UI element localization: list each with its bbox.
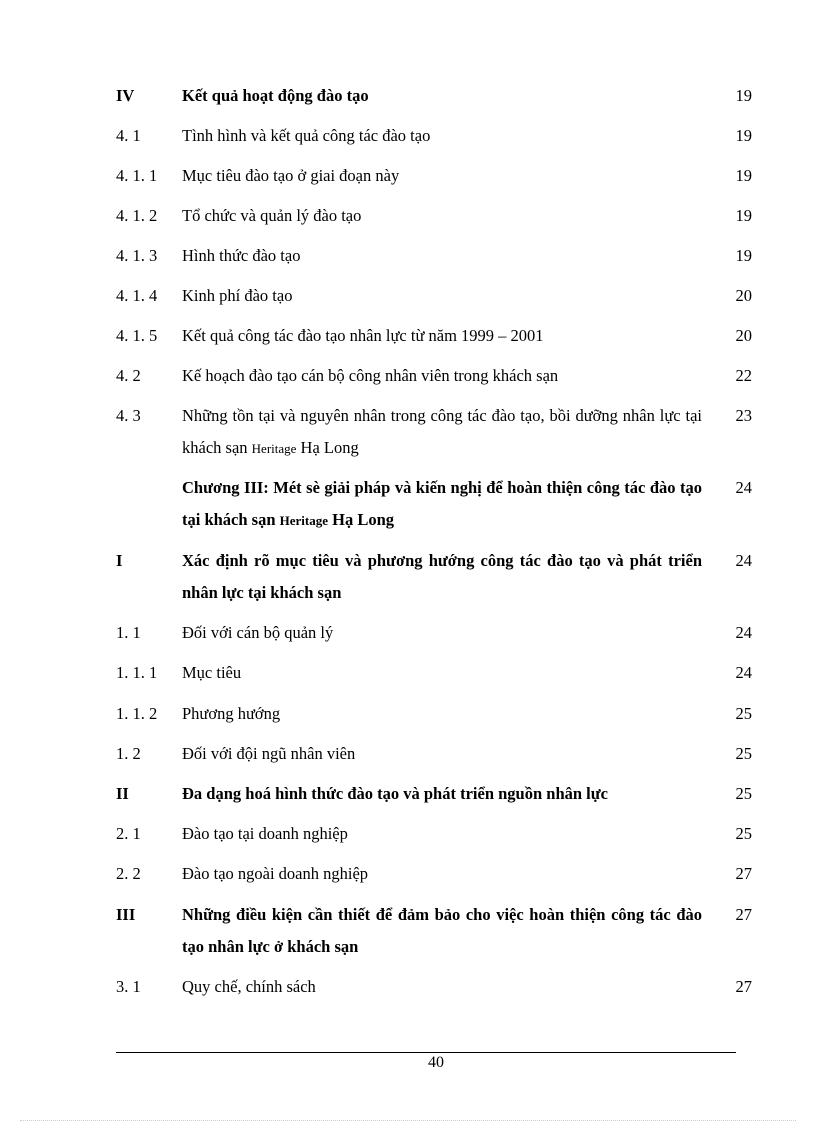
toc-entry-title: Đối với cán bộ quản lý xyxy=(182,623,334,642)
toc-entry-page: 24 xyxy=(735,623,752,642)
toc-entry-number: 4. 1. 4 xyxy=(116,286,158,305)
toc-entry-page: 27 xyxy=(735,905,752,924)
toc-entry-page: 25 xyxy=(735,744,752,763)
toc-entry-page: 20 xyxy=(735,326,752,345)
toc-entry-number: 4. 1. 3 xyxy=(116,246,158,265)
toc-entry-page: 27 xyxy=(735,977,752,996)
toc-entry-page: 19 xyxy=(735,86,752,105)
toc-entry-number: 3. 1 xyxy=(116,977,141,996)
toc-entry-number: II xyxy=(116,784,129,803)
toc-entry-page: 19 xyxy=(735,126,752,145)
toc-entry-number: 4. 1. 1 xyxy=(116,166,158,185)
toc-entry-title: Phương hướng xyxy=(182,704,281,723)
toc-entry-title: Xác định rõ mục tiêu và phương hướng công tác đào tạo và phát triển nhân lực tại khách sạn xyxy=(182,551,702,602)
page-number: 40 xyxy=(428,1054,444,1071)
page-bottom-edge xyxy=(20,1120,796,1121)
toc-entry-title: Kế hoạch đào tạo cán bộ công nhân viên trong khách sạn xyxy=(182,366,559,385)
toc-entry-title: Kinh phí đào tạo xyxy=(182,286,293,305)
toc-entry-page: 22 xyxy=(735,366,752,385)
toc-entry-page: 24 xyxy=(735,478,752,497)
toc-entry-title: Kết quả hoạt động đào tạo xyxy=(182,86,369,105)
toc-entry-number: 4. 1. 5 xyxy=(116,326,158,345)
toc-entry-page: 24 xyxy=(735,551,752,570)
toc-entry-title: Đa dạng hoá hình thức đào tạo và phát triển nguồn nhân lực xyxy=(182,784,608,803)
toc-entry-page: 27 xyxy=(735,864,752,883)
toc-entry-number: 1. 1. 2 xyxy=(116,704,158,723)
toc-entry-title: Hình thức đào tạo xyxy=(182,246,301,265)
toc-entry-number: 1. 2 xyxy=(116,744,141,763)
toc-entry-number: 2. 2 xyxy=(116,864,141,883)
toc-entry-title: Tình hình và kết quả công tác đào tạo xyxy=(182,126,431,145)
toc-entry-number: 1. 1. 1 xyxy=(116,663,158,682)
toc-entry-page: 24 xyxy=(735,663,752,682)
toc-entry-number: IV xyxy=(116,86,135,105)
toc-entry-number: I xyxy=(116,551,123,570)
toc-entry-number: 4. 2 xyxy=(116,366,141,385)
toc-entry-page: 25 xyxy=(735,704,752,723)
toc-entry-page: 19 xyxy=(735,246,752,265)
toc-entry-number: 2. 1 xyxy=(116,824,141,843)
toc-entry-page: 20 xyxy=(735,286,752,305)
toc-entry-title: Đối với đội ngũ nhân viên xyxy=(182,744,356,763)
toc-entry-number: 4. 1. 2 xyxy=(116,206,158,225)
toc-entry-page: 23 xyxy=(735,406,752,425)
toc-entry-number: 1. 1 xyxy=(116,623,141,642)
footer-rule xyxy=(116,1052,736,1053)
toc-entry-title: Những điều kiện cần thiết để đảm bảo cho việc hoàn thiện công tác đào tạo nhân lực ở khách sạn xyxy=(182,905,702,956)
hotel-name-small: Heritage xyxy=(251,441,297,456)
toc-entry-title: Đào tạo ngoài doanh nghiệp xyxy=(182,864,369,883)
toc-entry-page: 19 xyxy=(735,166,752,185)
toc-entry-number: III xyxy=(116,905,136,924)
toc-entry-number: 4. 1 xyxy=(116,126,141,145)
toc-entry-page: 19 xyxy=(735,206,752,225)
toc-entry-title: Quy chế, chính sách xyxy=(182,977,316,996)
toc-entry-title: Mục tiêu xyxy=(182,663,242,682)
toc-entry-title: Kết quả công tác đào tạo nhân lực từ năm 1999 – 2001 xyxy=(182,326,544,345)
toc-entry-title: Những tồn tại và nguyên nhân trong công tác đào tạo, bồi dưỡng nhân lực tại khách sạn Heritage Hạ Long xyxy=(182,406,702,457)
hotel-name-small: Heritage xyxy=(279,513,329,528)
toc-entry-title: Chương III: Mét sè giải pháp và kiến nghị để hoàn thiện công tác đào tạo tại khách sạn Heritage Hạ Long xyxy=(182,478,702,529)
toc-entry-title: Tổ chức và quản lý đào tạo xyxy=(182,206,362,225)
toc-entry-title: Mục tiêu đào tạo ở giai đoạn này xyxy=(182,166,400,185)
toc-entry-number: 4. 3 xyxy=(116,406,141,425)
toc-entry-page: 25 xyxy=(735,824,752,843)
toc-entry-title: Đào tạo tại doanh nghiệp xyxy=(182,824,348,843)
toc-entry-page: 25 xyxy=(735,784,752,803)
